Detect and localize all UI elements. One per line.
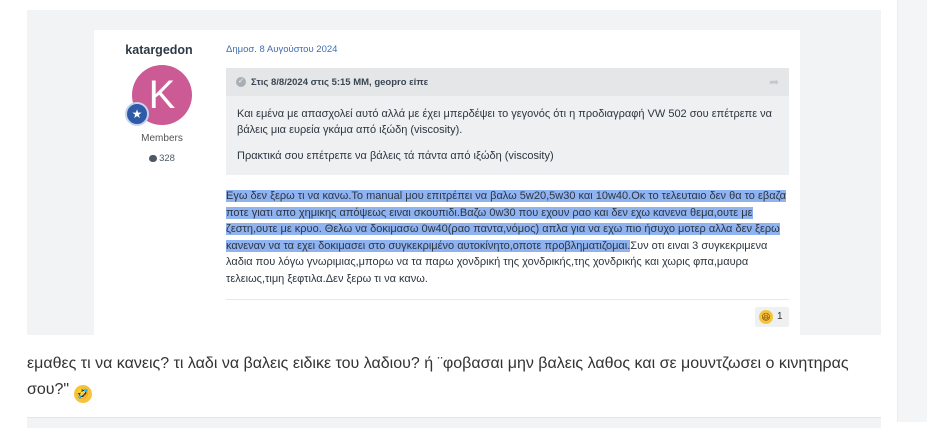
next-quote-box xyxy=(27,417,881,428)
selected-text: Εγω δεν ξερω τι να κανω.Το manual μου επιτρέπει να βαλω 5w20,5w30 και 10w40.Οκ το τελευταιο δεν θα το εβαζα ποτε γιατι απο χημικης απόψεως ειναι σκουπιδι.Βαζω 0w30 που εχουν ραο και δεν εχω κανενα θεμα,ουτε με ζεστη,ουτε με κρυο. Θελω να δοκιμασω 0w40(ραο παντα,νόμος) απλα για να εχω πιο ήσυχο μοτερ αλλα δεν ξερω κανεναν να τα εχει δοκιμασει στο συγκεκριμένο αυτοκίνητο,οποτε προβληματιζομαι. xyxy=(226,190,787,252)
quoted-post-card xyxy=(94,30,800,336)
reaction-summary[interactable] xyxy=(755,307,789,327)
right-scroll-rail xyxy=(897,0,927,422)
avatar[interactable]: K xyxy=(132,65,192,125)
post-body-text: Συν οτι ειναι 3 συγκεκριμενα λαδια που λόγω γνωριμιας,μπορω να τα παρω χονδρική της χονδρικής,της χονδρικής και χωρις φπα,μαυρα τελειως,τιμη ξεφτιλα.Δεν ξερω τι να κανω. xyxy=(226,239,768,285)
reaction-count: 1 xyxy=(777,311,783,322)
comment-icon xyxy=(149,155,157,162)
inner-quote-header xyxy=(226,68,789,96)
share-arrow-icon[interactable]: ➦ xyxy=(768,75,779,89)
user-group: Members xyxy=(141,133,183,144)
post-body xyxy=(226,188,789,287)
quoted-post xyxy=(27,10,881,335)
rofl-emoji-icon: 🤣 xyxy=(74,385,92,403)
laughing-emoji-icon: 😆 xyxy=(759,310,773,324)
inner-quote xyxy=(226,68,789,175)
reply-message: εμαθες τι να κανεις? τι λαδι να βαλεις ειδικε του λαδιου? ή ¨φοβασαι μην βαλεις λαθος και σε μουντζωσει ο κινητηρας σου?" xyxy=(27,355,849,398)
divider xyxy=(226,299,789,300)
quote-citation: Στις 8/8/2024 στις 5:15 ΜΜ, geopro είπε xyxy=(251,77,429,88)
star-badge-icon: ★ xyxy=(125,102,149,126)
reply-text xyxy=(27,351,867,403)
post-date[interactable]: Δημοσ. 8 Αυγούστου 2024 xyxy=(226,44,338,55)
post-count-value: 328 xyxy=(159,153,175,164)
inner-quote-paragraph: Και εμένα με απασχολεί αυτό αλλά με έχει μπερδέψει το γεγονός ότι η προδιαγραφή VW 502 σου επέτρεπε να βάλεις μια ευρεία γκάμα από ιξώδη (viscosity). xyxy=(237,108,773,136)
author-name[interactable]: katargedon xyxy=(125,43,193,57)
post-count[interactable] xyxy=(94,153,230,164)
inner-quote-paragraph: Πρακτικά σου επέτρεπε να βάλεις τά πάντα από ιξώδη (viscosity) xyxy=(237,150,554,162)
check-circle-icon: ✓ xyxy=(236,77,246,87)
